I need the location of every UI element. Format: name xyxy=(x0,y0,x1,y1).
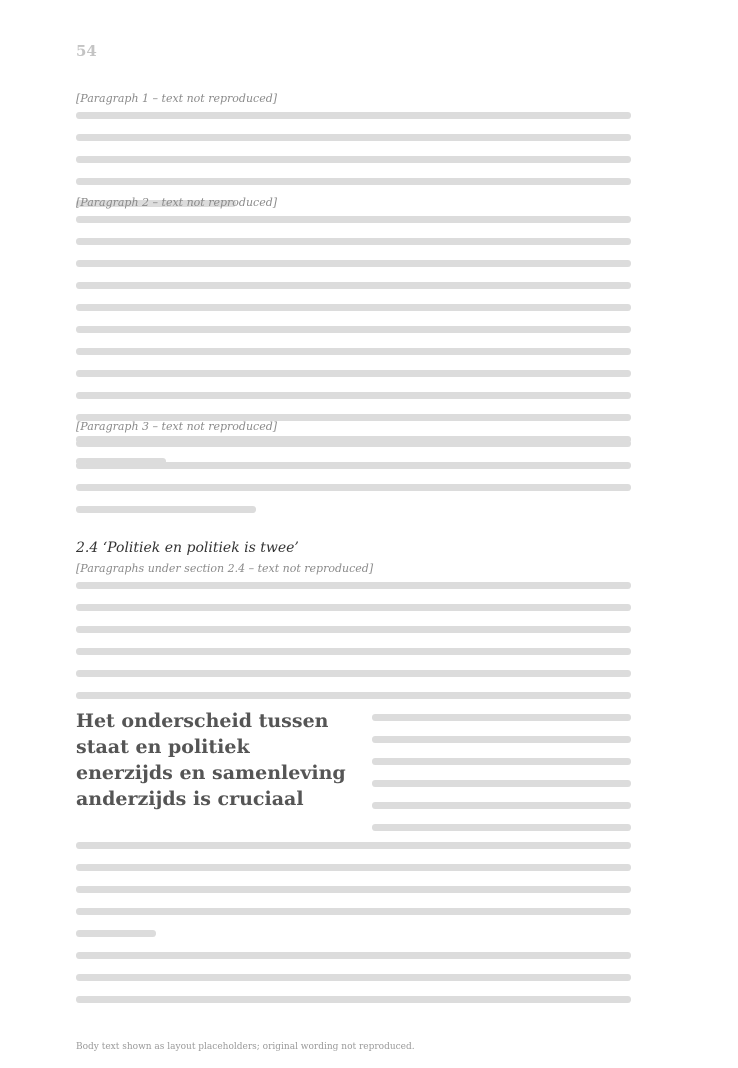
paragraph-1-label: [Paragraph 1 – text not reproduced] xyxy=(76,92,278,105)
paragraph-3-label: [Paragraph 3 – text not reproduced] xyxy=(76,420,278,433)
paragraph-4-label: [Paragraphs under section 2.4 – text not reproduced] xyxy=(76,562,374,575)
section-heading: 2.4 ‘Politiek en politiek is twee’ xyxy=(76,540,299,556)
paragraph-4 xyxy=(76,582,631,714)
paragraph-2-label: [Paragraph 2 – text not reproduced] xyxy=(76,196,278,209)
paragraph-3 xyxy=(76,440,631,528)
paragraph-4-continued xyxy=(76,842,631,1018)
placeholder-notice: Body text shown as layout placeholders; original wording not reproduced. xyxy=(76,1042,415,1052)
paragraph-4-wrapped xyxy=(372,714,631,846)
pull-quote: Het onderscheid tussen staat en politiek enerzijds en samenleving anderzijds is cruciaal xyxy=(76,710,346,810)
page-number: 54 xyxy=(76,42,97,60)
